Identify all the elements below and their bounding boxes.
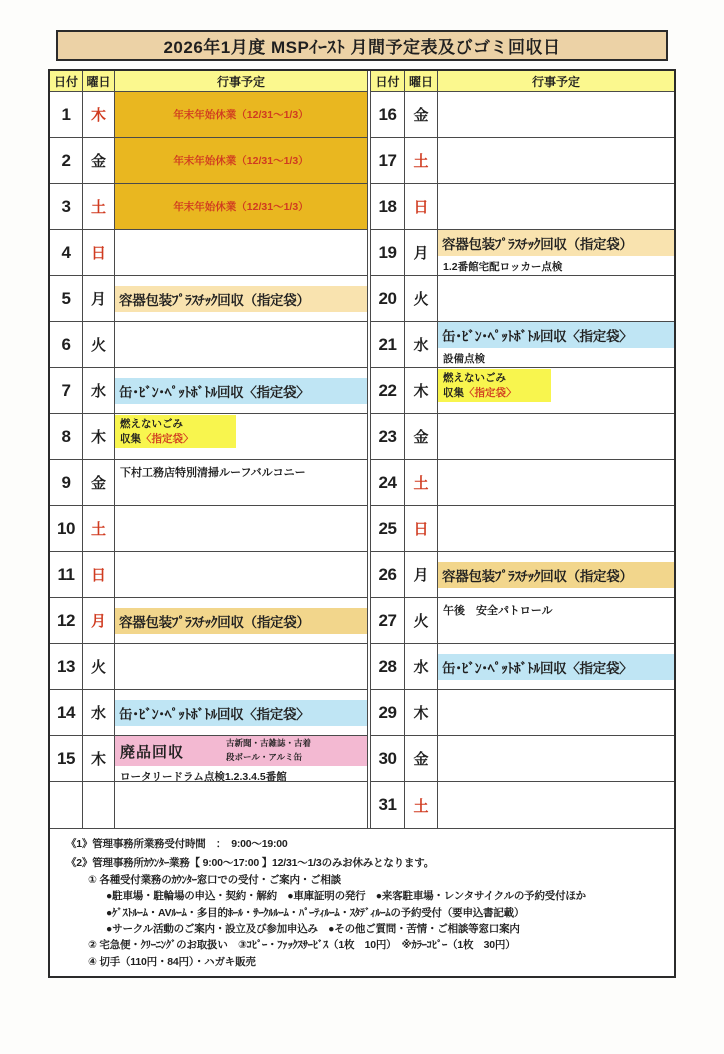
event-cell [115, 184, 368, 230]
weekday-label: 火 [90, 659, 106, 676]
column-header: 曜日 [405, 71, 438, 92]
weekday-cell [405, 690, 438, 736]
weekday-cell [83, 276, 115, 322]
date-cell [50, 322, 83, 368]
event-cell [115, 414, 368, 460]
column-header: 行事予定 [438, 71, 674, 92]
date-number: 8 [61, 426, 71, 446]
weekday-label: 土 [413, 153, 429, 170]
weekday-cell [83, 92, 115, 138]
date-number: 22 [378, 380, 397, 400]
date-cell [50, 552, 83, 598]
date-cell [50, 230, 83, 276]
weekday-label: 火 [90, 337, 106, 354]
weekday-cell [83, 414, 115, 460]
date-cell [371, 92, 405, 138]
footer-note-line: ④ 切手（110円・84円）・ハガキ販売 [88, 955, 256, 968]
weekday-cell [405, 506, 438, 552]
date-cell [50, 414, 83, 460]
weekday-label: 月 [90, 291, 106, 308]
date-number: 19 [378, 242, 397, 262]
weekday-label: 月 [90, 613, 106, 630]
date-cell [50, 690, 83, 736]
footer-note-line: ① 各種受付業務のｶｳﾝﾀｰ窓口での受付・ご案内・ご相談 [88, 873, 341, 886]
date-number: 15 [57, 748, 75, 768]
event-note: 下村工務店特別清掃ルーフバルコニー [120, 467, 306, 479]
event-cell [438, 322, 674, 368]
weekday-label: 火 [413, 613, 429, 630]
date-number: 7 [61, 380, 71, 400]
date-number: 16 [378, 104, 397, 124]
date-cell [371, 644, 405, 690]
date-cell [50, 92, 83, 138]
weekday-cell [405, 414, 438, 460]
event-cell [438, 230, 674, 276]
event-cell [115, 276, 368, 322]
footer-note-line: 《2》管理事務所ｶｳﾝﾀｰ業務【 9:00～17:00 】12/31～1/3のみお休みとなります。 [66, 857, 435, 870]
calendar-title-text: 2026年1月度 MSPｲｰｽﾄ 月間予定表及びゴミ回収日 [163, 38, 561, 57]
date-number: 23 [378, 426, 397, 446]
weekday-cell [405, 598, 438, 644]
date-cell [50, 644, 83, 690]
date-cell [50, 598, 83, 644]
date-cell [50, 736, 83, 782]
weekday-cell [405, 460, 438, 506]
weekday-cell [405, 230, 438, 276]
event-cell [115, 138, 368, 184]
weekday-label: 木 [413, 383, 429, 400]
scrap-collection-items [226, 737, 311, 764]
calendar-title [56, 30, 668, 61]
calendar-grid [50, 71, 674, 828]
date-cell [371, 138, 405, 184]
event-cell [438, 184, 674, 230]
weekday-cell [83, 322, 115, 368]
weekday-label: 日 [90, 567, 106, 584]
weekday-label: 金 [413, 751, 429, 768]
weekday-cell [83, 506, 115, 552]
weekday-cell [405, 368, 438, 414]
event-cell [438, 368, 674, 414]
date-cell [50, 506, 83, 552]
event-cell [438, 782, 674, 828]
weekday-cell [405, 782, 438, 828]
weekday-label: 金 [413, 107, 429, 124]
trash-line2-red: 〈指定袋〉 [141, 432, 194, 445]
weekday-cell [405, 276, 438, 322]
date-number: 10 [57, 518, 75, 538]
date-cell [50, 782, 83, 828]
event-cell [115, 782, 368, 828]
weekday-label: 月 [413, 567, 429, 584]
column-header: 日付 [371, 71, 405, 92]
holiday-closure-label: 年末年始休業（12/31～1/3） [173, 155, 309, 167]
non-burnable-trash-highlight [438, 369, 551, 402]
collection-band: 容器包装ﾌﾟﾗｽﾁｯｸ回収（指定袋） [438, 230, 674, 256]
trash-line2 [120, 432, 232, 447]
event-cell [115, 598, 368, 644]
footer-note-line: ●駐車場・駐輪場の申込・契約・解約 ●車庫証明の発行 ●来客駐車場・レンタサイクルの予約受付ほか [106, 890, 586, 903]
weekday-label: 火 [413, 291, 429, 308]
collection-band: 缶･ﾋﾞﾝ･ﾍﾟｯﾄﾎﾞﾄﾙ回収〈指定袋〉 [115, 378, 367, 404]
weekday-label: 金 [90, 153, 106, 170]
column-header: 行事予定 [115, 71, 368, 92]
date-number: 14 [57, 702, 75, 722]
date-cell [371, 506, 405, 552]
date-number: 4 [61, 242, 71, 262]
footer-note-line: ●ｹﾞｽﾄﾙｰﾑ・AVﾙｰﾑ・多目的ﾎｰﾙ・ｻｰｸﾙﾙｰﾑ・ﾊﾟｰﾃｨﾙｰﾑ・ｽﾀﾃﾞｨﾙｰﾑの予約受付（要申込書記載） [106, 906, 525, 919]
event-cell [438, 690, 674, 736]
date-cell [371, 782, 405, 828]
event-note: 午後 安全パトロール [443, 605, 553, 617]
event-cell [115, 506, 368, 552]
event-note: ロータリードラム点検1.2.3.4.5番館 [120, 771, 287, 782]
collection-band: 容器包装ﾌﾟﾗｽﾁｯｸ回収（指定袋） [115, 608, 367, 634]
trash-line1: 燃えないごみ [120, 418, 183, 430]
date-cell [50, 184, 83, 230]
weekday-cell [83, 368, 115, 414]
weekday-cell [405, 92, 438, 138]
event-cell [115, 552, 368, 598]
weekday-cell [83, 230, 115, 276]
weekday-label: 水 [413, 659, 429, 676]
event-cell [115, 92, 368, 138]
date-number: 30 [378, 748, 397, 768]
footer-note-line: 《1》管理事務所業務受付時間 ： 9:00～19:00 [66, 838, 288, 850]
event-cell [438, 138, 674, 184]
weekday-label: 土 [90, 521, 106, 538]
weekday-cell [83, 552, 115, 598]
event-note: 1.2番館宅配ロッカー点検 [443, 261, 563, 273]
date-cell [371, 230, 405, 276]
event-cell [438, 598, 674, 644]
date-cell [371, 184, 405, 230]
scrap-item-line: 古新聞・古雑誌・古着 [226, 738, 312, 749]
column-header: 日付 [50, 71, 83, 92]
collection-band: 容器包装ﾌﾟﾗｽﾁｯｸ回収（指定袋） [115, 286, 367, 312]
date-cell [371, 322, 405, 368]
weekday-cell [83, 782, 115, 828]
date-number: 5 [61, 288, 71, 308]
trash-line2-black: 収集 [120, 432, 141, 445]
footer-note-line: ●サークル活動のご案内・設立及び参加申込み ●その他ご質問・苦情・ご相談等窓口案内 [106, 923, 520, 936]
date-cell [50, 460, 83, 506]
weekday-label: 水 [90, 705, 106, 722]
event-cell [438, 414, 674, 460]
event-cell [438, 736, 674, 782]
date-number: 12 [57, 610, 75, 630]
weekday-cell [83, 460, 115, 506]
weekday-cell [405, 736, 438, 782]
weekday-label: 金 [413, 429, 429, 446]
weekday-label: 水 [90, 383, 106, 400]
weekday-cell [405, 552, 438, 598]
date-cell [371, 736, 405, 782]
event-cell [115, 368, 368, 414]
event-cell [438, 92, 674, 138]
date-cell [50, 276, 83, 322]
event-cell [115, 322, 368, 368]
event-cell [115, 690, 368, 736]
weekday-cell [83, 598, 115, 644]
date-cell [371, 276, 405, 322]
date-number: 31 [378, 795, 397, 814]
trash-line2 [443, 386, 547, 401]
weekday-label: 土 [413, 475, 429, 492]
event-cell [438, 460, 674, 506]
date-number: 28 [378, 656, 397, 676]
weekday-label: 水 [413, 337, 429, 354]
collection-band: 缶･ﾋﾞﾝ･ﾍﾟｯﾄﾎﾞﾄﾙ回収〈指定袋〉 [115, 700, 367, 726]
weekday-cell [83, 690, 115, 736]
weekday-label: 日 [413, 521, 429, 538]
calendar-table [48, 69, 676, 978]
footer-note-line: ② 宅急便・ｸﾘｰﾆﾝｸﾞのお取扱い ③ｺﾋﾟｰ・ﾌｧｯｸｽｻｰﾋﾞｽ（1枚 10円） ※ｶﾗｰｺﾋﾟｰ（1枚 30円） [88, 939, 516, 952]
weekday-label: 木 [90, 107, 106, 124]
collection-band: 容器包装ﾌﾟﾗｽﾁｯｸ回収（指定袋） [438, 562, 674, 588]
weekday-label: 金 [90, 475, 106, 492]
date-number: 26 [378, 564, 397, 584]
date-number: 11 [57, 564, 75, 584]
date-number: 2 [61, 150, 71, 170]
non-burnable-trash-highlight [115, 415, 236, 448]
date-cell [371, 460, 405, 506]
footer-notes [50, 828, 674, 976]
scrap-item-line: 段ボール・アルミ缶 [226, 752, 303, 762]
weekday-cell [405, 138, 438, 184]
scrap-collection-label: 廃品回収 [120, 743, 185, 761]
date-number: 25 [378, 518, 397, 538]
weekday-cell [83, 138, 115, 184]
event-cell [438, 644, 674, 690]
weekday-cell [405, 184, 438, 230]
date-number: 17 [378, 150, 397, 170]
collection-band: 缶･ﾋﾞﾝ･ﾍﾟｯﾄﾎﾞﾄﾙ回収〈指定袋〉 [438, 654, 674, 680]
date-cell [371, 690, 405, 736]
weekday-label: 月 [413, 245, 429, 262]
event-cell [115, 230, 368, 276]
collection-band: 缶･ﾋﾞﾝ･ﾍﾟｯﾄﾎﾞﾄﾙ回収〈指定袋〉 [438, 322, 674, 348]
weekday-label: 木 [90, 751, 106, 768]
date-number: 6 [61, 334, 71, 354]
trash-line2-red: 〈指定袋〉 [464, 386, 517, 399]
date-number: 21 [378, 334, 397, 354]
date-number: 13 [57, 656, 75, 676]
date-cell [371, 414, 405, 460]
date-number: 9 [61, 472, 71, 492]
date-cell [50, 368, 83, 414]
date-number: 29 [378, 702, 397, 722]
weekday-cell [405, 644, 438, 690]
event-cell [438, 276, 674, 322]
event-cell [438, 552, 674, 598]
date-number: 1 [61, 104, 71, 124]
event-cell [115, 736, 368, 782]
date-number: 18 [378, 196, 397, 216]
scrap-collection-band [115, 736, 367, 766]
event-note: 設備点検 [443, 353, 485, 365]
weekday-cell [83, 184, 115, 230]
date-number: 27 [378, 610, 397, 630]
date-number: 3 [61, 196, 71, 216]
weekday-label: 日 [413, 199, 429, 216]
weekday-label: 土 [413, 797, 429, 815]
date-number: 20 [378, 288, 397, 308]
weekday-cell [83, 736, 115, 782]
event-cell [438, 506, 674, 552]
date-cell [371, 598, 405, 644]
holiday-closure-label: 年末年始休業（12/31～1/3） [173, 109, 309, 121]
date-cell [371, 368, 405, 414]
column-header: 曜日 [83, 71, 115, 92]
weekday-label: 木 [413, 705, 429, 722]
weekday-label: 木 [90, 429, 106, 446]
weekday-label: 土 [90, 199, 106, 216]
date-number: 24 [378, 472, 397, 492]
weekday-cell [405, 322, 438, 368]
event-cell [115, 460, 368, 506]
date-cell [50, 138, 83, 184]
trash-line1: 燃えないごみ [443, 372, 506, 384]
weekday-cell [83, 644, 115, 690]
event-cell [115, 644, 368, 690]
weekday-label: 日 [90, 245, 106, 262]
date-cell [371, 552, 405, 598]
holiday-closure-label: 年末年始休業（12/31～1/3） [173, 201, 309, 213]
trash-line2-black: 収集 [443, 386, 464, 399]
